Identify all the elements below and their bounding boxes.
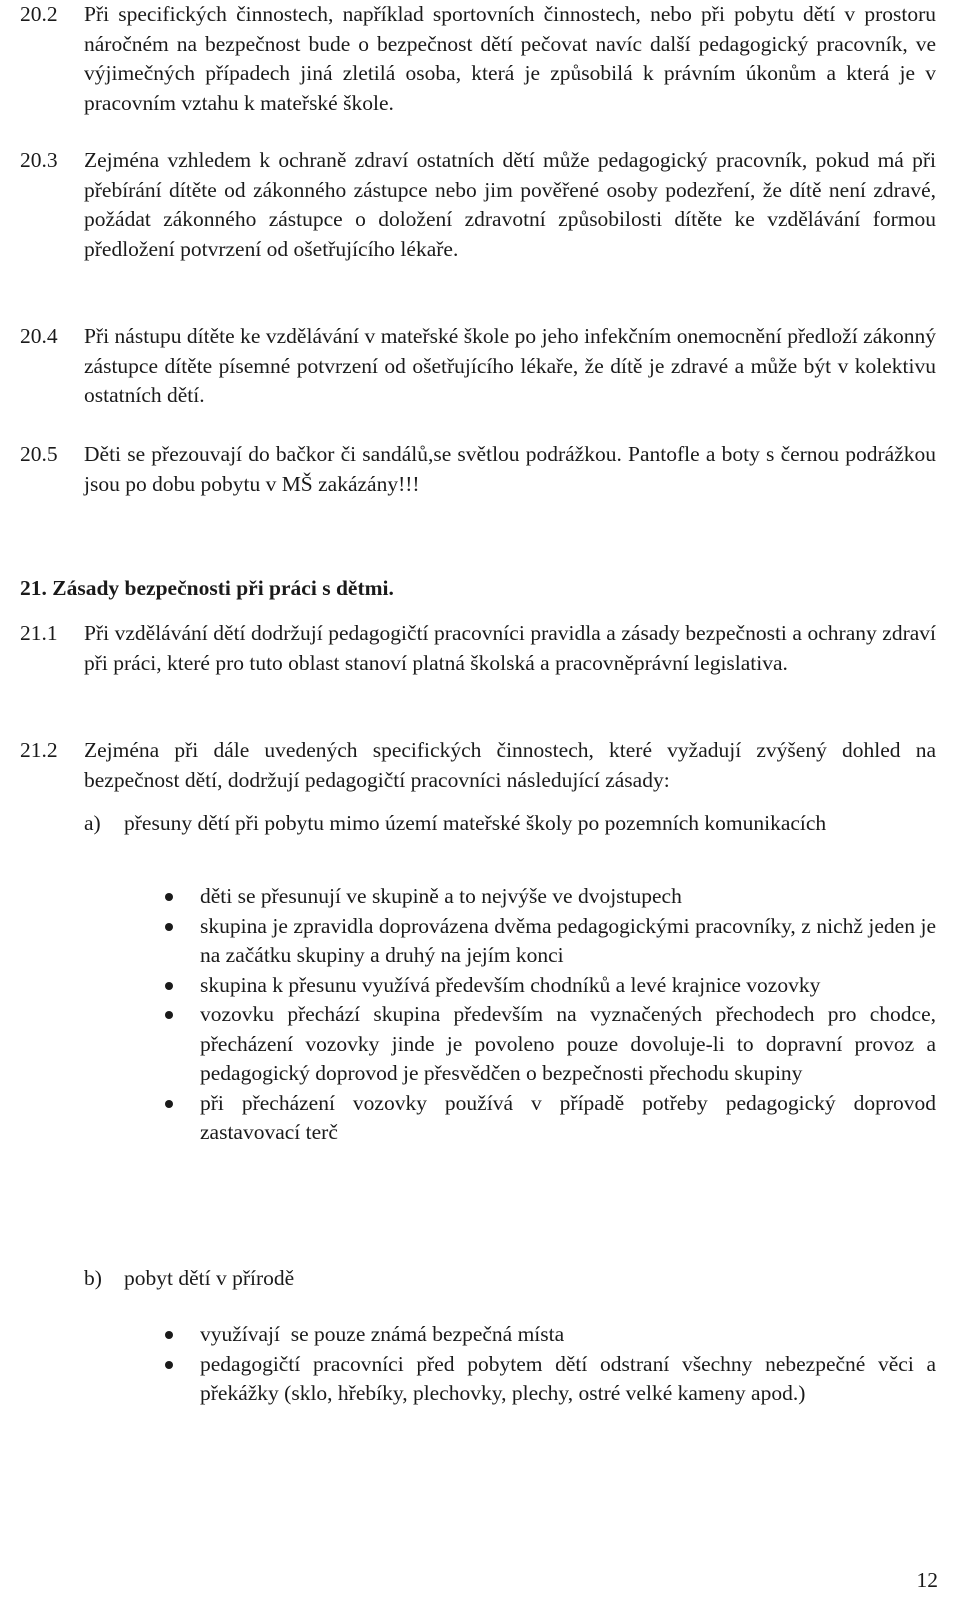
bullet-text: při přecházení vozovky používá v případě potřeby pedagogický doprovod zastavovací terč — [200, 1090, 936, 1144]
bullet-text: skupina k přesunu využívá především chodníků a levé krajnice vozovky — [200, 972, 821, 997]
section-number: 21.1 — [20, 621, 58, 645]
paragraph-20-2 — [20, 0, 936, 118]
item-letter: b) — [84, 1266, 102, 1290]
bullet-item — [164, 971, 936, 1001]
item-text: pobyt dětí v přírodě — [124, 1266, 295, 1290]
section-number: 20.5 — [20, 442, 58, 466]
bullet-text: vozovku přechází skupina především na vyznačených přechodech pro chodce, přecházení vozovky jinde je povoleno pouze dovoluje-li to dopravní provoz a pedagogický doprovod je přesvědčen o bezpečnosti přechodu skupiny — [200, 1002, 936, 1085]
section-number: 20.2 — [20, 2, 58, 26]
bullet-list-a — [164, 882, 936, 1148]
paragraph-text: Zejména při dále uvedených specifických činnostech, které vyžadují zvýšený dohled na bezpečnost dětí, dodržují pedagogičtí pracovníci následující zásady: — [84, 738, 936, 792]
paragraph-text: Při specifických činnostech, například sportovních činnostech, nebo při pobytu dětí v prostoru náročném na bezpečnost bude o bezpečnost dětí pečovat navíc další pedagogický pracovník, ve výjimečných případech jiná zletilá osoba, která je způsobilá k právním úkonům a která je v pracovním vztahu k mateřské škole. — [84, 2, 936, 115]
bullet-item — [164, 912, 936, 971]
page-number: 12 — [916, 1568, 938, 1592]
paragraph-20-4 — [20, 322, 936, 411]
paragraph-21-1 — [20, 619, 936, 678]
bullet-list-b — [164, 1320, 936, 1409]
section-number: 20.4 — [20, 324, 58, 348]
bullet-text: pedagogičtí pracovníci před pobytem dětí odstraní všechny nebezpečné věci a překážky (sklo, hřebíky, plechovky, plechy, ostré velké kameny apod.) — [200, 1351, 936, 1405]
paragraph-21-2 — [20, 736, 936, 795]
list-item-b — [84, 1264, 936, 1294]
paragraph-text: Zejména vzhledem k ochraně zdraví ostatních dětí může pedagogický pracovník, pokud má při přebírání dítěte od zákonného zástupce nebo jim pověřené osoby podezření, že dítě není zdravé, požádat zákonného zástupce o doložení zdravotní způsobilosti dítěte ke vzdělávání formou předložení potvrzení od ošetřujícího lékaře. — [84, 148, 936, 261]
bullet-icon — [165, 1361, 173, 1369]
paragraph-text: Při nástupu dítěte ke vzdělávání v mateřské škole po jeho infekčním onemocnění předloží zákonný zástupce dítěte písemné potvrzení od ošetřujícího lékaře, že dítě je zdravé a může být v kolektivu ostatních dětí. — [84, 324, 936, 407]
bullet-item — [164, 882, 936, 912]
bullet-item — [164, 1089, 936, 1148]
paragraph-20-3 — [20, 146, 936, 264]
bullet-icon — [165, 1011, 173, 1019]
section-number: 20.3 — [20, 148, 58, 172]
paragraph-20-5 — [20, 440, 936, 499]
bullet-text: využívají se pouze známá bezpečná místa — [200, 1322, 565, 1346]
bullet-icon — [165, 1331, 173, 1339]
paragraph-text: Děti se přezouvají do bačkor či sandálů,se světlou podrážkou. Pantofle a boty s černou podrážkou jsou po dobu pobytu v MŠ zakázány!!! — [84, 442, 936, 496]
section-heading-21: 21. Zásady bezpečnosti při práci s dětmi. — [20, 576, 394, 600]
paragraph-text: Při vzdělávání dětí dodržují pedagogičtí pracovníci pravidla a zásady bezpečnosti a ochrany zdraví při práci, které pro tuto oblast stanoví platná školská a pracovněprávní legislativa. — [84, 621, 936, 675]
bullet-icon — [165, 923, 173, 931]
item-text: přesuny dětí při pobytu mimo území mateřské školy po pozemních komunikacích — [124, 811, 827, 835]
bullet-icon — [165, 982, 173, 990]
bullet-item — [164, 1000, 936, 1089]
bullet-icon — [165, 893, 173, 901]
bullet-text: skupina je zpravidla doprovázena dvěma pedagogickými pracovníky, z nichž jeden je na začátku skupiny a druhý na jejím konci — [200, 913, 936, 967]
list-item-a — [84, 809, 936, 839]
item-letter: a) — [84, 811, 101, 835]
bullet-item — [164, 1350, 936, 1409]
bullet-text: děti se přesunují ve skupině a to nejvýše ve dvojstupech — [200, 884, 682, 908]
bullet-item — [164, 1320, 936, 1350]
bullet-icon — [165, 1100, 173, 1108]
section-number: 21.2 — [20, 738, 58, 762]
